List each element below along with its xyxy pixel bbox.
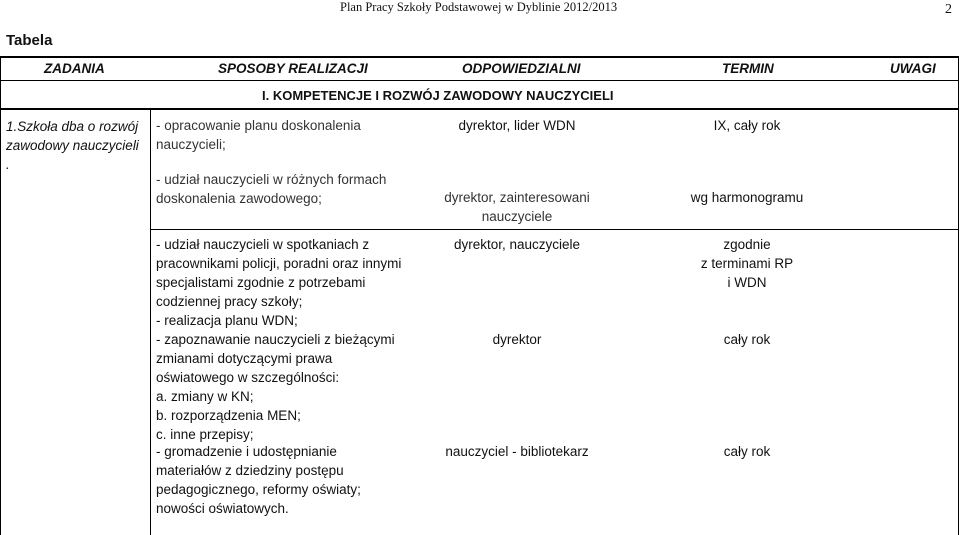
method-line: - zapoznawanie nauczycieli z bieżącymi zmianami dotyczącymi prawa oświatowego w szczególności: (156, 332, 395, 385)
document-title: Plan Pracy Szkoły Podstawowej w Dyblinie 2012/2013 (340, 0, 618, 14)
col-header-methods: SPOSOBY REALIZACJI (218, 61, 368, 76)
method-cell (156, 330, 404, 444)
term-cell: IX, cały rok (713, 118, 781, 133)
border-right (958, 56, 959, 535)
method-cell: - gromadzenie i udostępnianie materiałów z dziedziny postępu pedagogicznego, reformy oświaty; nowości oświatowych. (156, 444, 361, 516)
col-header-responsible: ODPOWIEDZIALNI (462, 61, 581, 76)
border-left (0, 56, 1, 535)
method-cell: - udział nauczycieli w spotkaniach z pracownikami policji, poradni oraz innymi specjalistami zgodnie z potrzebami codziennej pracy szkoły; (156, 237, 402, 309)
method-line: a. zmiany w KN; (156, 389, 254, 404)
responsible-cell: dyrektor, zainteresowani nauczyciele (444, 190, 590, 224)
col-header-notes: UWAGI (890, 61, 936, 76)
responsible-cell: nauczyciel - bibliotekarz (445, 444, 589, 459)
method-line: c. inne przepisy; (156, 427, 254, 442)
term-line: z terminami RP (700, 256, 794, 271)
term-cell: wg harmonogramu (690, 190, 804, 205)
table-header-row (0, 56, 958, 81)
task-cell: 1.Szkoła dba o rozwój zawodowy nauczycieli . (6, 119, 139, 172)
term-line: i WDN (727, 275, 767, 290)
document-header (0, 0, 960, 18)
plan-table (0, 56, 960, 535)
method-cell: - opracowanie planu doskonalenia nauczycieli; (156, 118, 361, 152)
section-label: Tabela (6, 32, 53, 49)
term-cell (640, 235, 854, 292)
responsible-cell: dyrektor, nauczyciele (453, 237, 581, 252)
responsible-cell: dyrektor (492, 332, 542, 347)
section-divider (0, 108, 958, 110)
col-header-term: TERMIN (722, 61, 774, 76)
method-line: b. rozporządzenia MEN; (156, 408, 301, 423)
method-cell: - udział nauczycieli w różnych formach doskonalenia zawodowego; (156, 172, 387, 206)
term-line: zgodnie (723, 237, 771, 252)
page-number: 2 (945, 2, 952, 17)
border-col-1 (150, 108, 151, 535)
row-divider-1 (150, 229, 958, 230)
term-cell: cały rok (723, 332, 771, 347)
section-title: I. KOMPETENCJE I ROZWÓJ ZAWODOWY NAUCZYCIELI (262, 88, 614, 103)
term-cell: cały rok (723, 444, 771, 459)
col-header-tasks: ZADANIA (44, 61, 105, 76)
method-cell: - realizacja planu WDN; (156, 313, 298, 328)
responsible-cell: dyrektor, lider WDN (458, 118, 576, 133)
